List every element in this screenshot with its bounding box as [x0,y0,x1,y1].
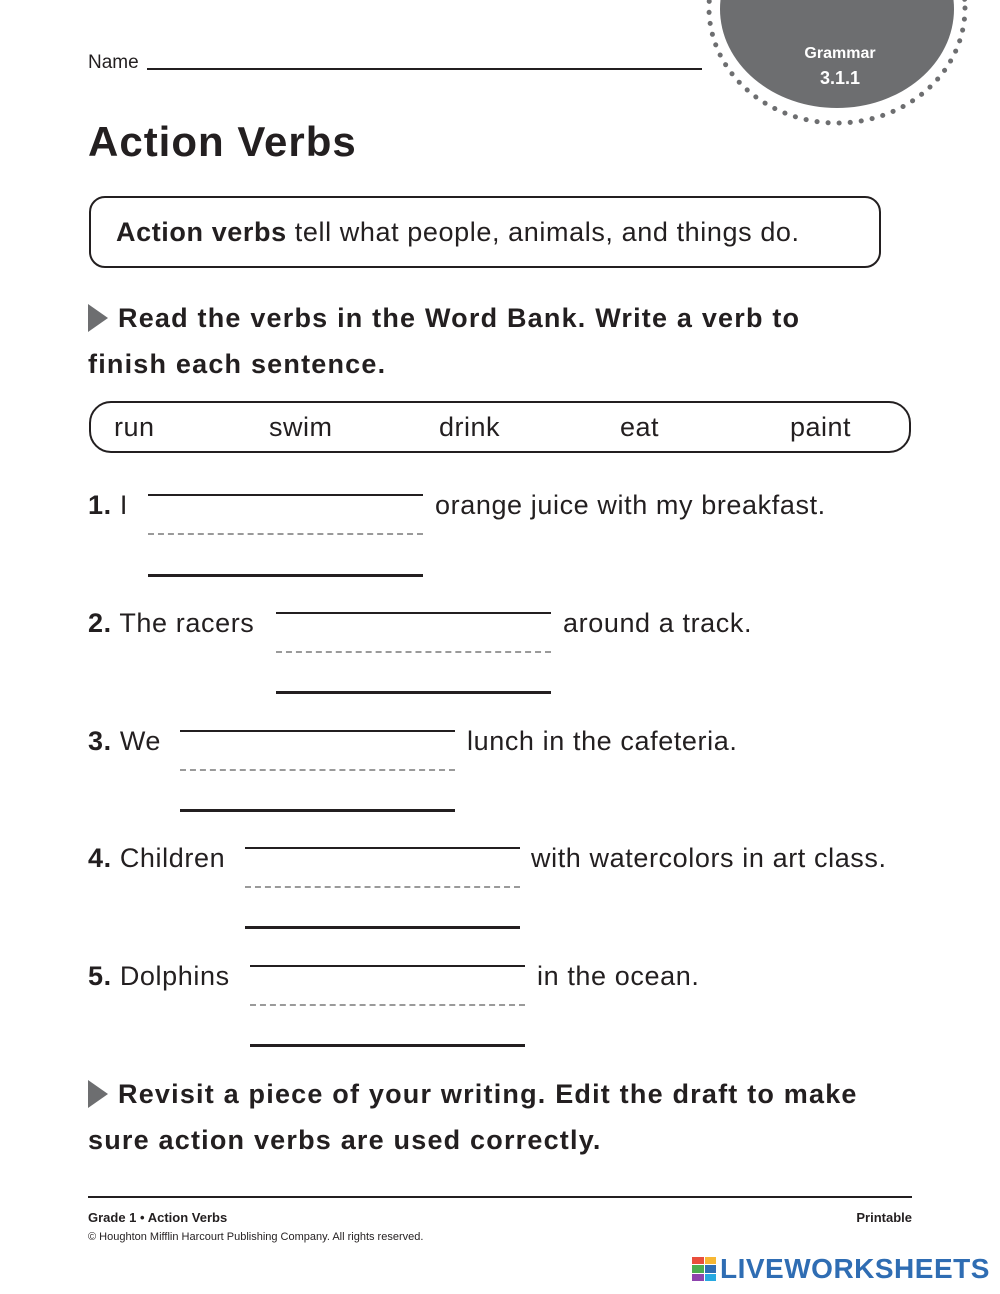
item-text-after: lunch in the cafeteria. [467,726,738,756]
item-text-before: We [119,726,162,756]
item-text-before: I [119,490,128,520]
arrow-bullet-icon [88,1080,108,1108]
page-title: Action Verbs [88,118,357,165]
badge-number: 3.1.1 [819,68,861,88]
answer-line-1[interactable] [148,574,423,577]
instruction-line-1: Revisit a piece of your writing. Edit the draft to make [118,1079,858,1109]
liveworksheets-brand [692,1252,990,1286]
item-text-before: The racers [119,608,255,638]
item-text-before: Children [119,843,226,873]
word-bank-word: drink [439,412,501,442]
instruction-word-bank [88,295,918,387]
answer-line-2[interactable] [276,691,551,694]
item-number: 5. [88,961,112,991]
instruction-line-2: sure action verbs are used correctly. [88,1125,602,1155]
liveworksheets-logo-icon [692,1257,716,1281]
word-bank-word: swim [269,412,333,442]
item-number: 4. [88,843,112,873]
badge-title: Grammar [804,45,876,62]
item-number: 3. [88,726,112,756]
name-write-line[interactable] [147,68,702,70]
definition-term: Action verbs [116,216,287,247]
grammar-badge [706,0,968,130]
word-bank [89,401,911,453]
word-bank-word: eat [620,412,660,442]
instruction-revisit [88,1071,918,1163]
item-number: 2. [88,608,112,638]
answer-line-4[interactable] [245,926,520,929]
item-text-after: with watercolors in art class. [531,843,887,873]
item-text-after: orange juice with my breakfast. [435,490,826,520]
item-text-after: in the ocean. [537,961,700,991]
item-text-before: Dolphins [119,961,230,991]
definition-box [89,196,881,268]
brand-text: LIVEWORKSHEETS [720,1253,990,1284]
definition-text: tell what people, animals, and things do. [294,216,800,247]
item-number: 1. [88,490,112,520]
arrow-bullet-icon [88,304,108,332]
word-bank-word: paint [790,412,852,442]
answer-line-5[interactable] [250,1044,525,1047]
footer-divider [88,1196,912,1198]
answer-line-3[interactable] [180,809,455,812]
item-text-after: around a track. [563,608,753,638]
footer-grade: Grade 1 • Action Verbs [88,1210,228,1225]
footer-printable: Printable [856,1210,912,1225]
instruction-line-1: Read the verbs in the Word Bank. Write a verb to [118,303,801,333]
name-label: Name [88,52,139,73]
copyright: © Houghton Mifflin Harcourt Publishing Company. All rights reserved. [88,1231,424,1243]
instruction-line-2: finish each sentence. [88,349,387,379]
word-bank-word: run [114,412,155,442]
